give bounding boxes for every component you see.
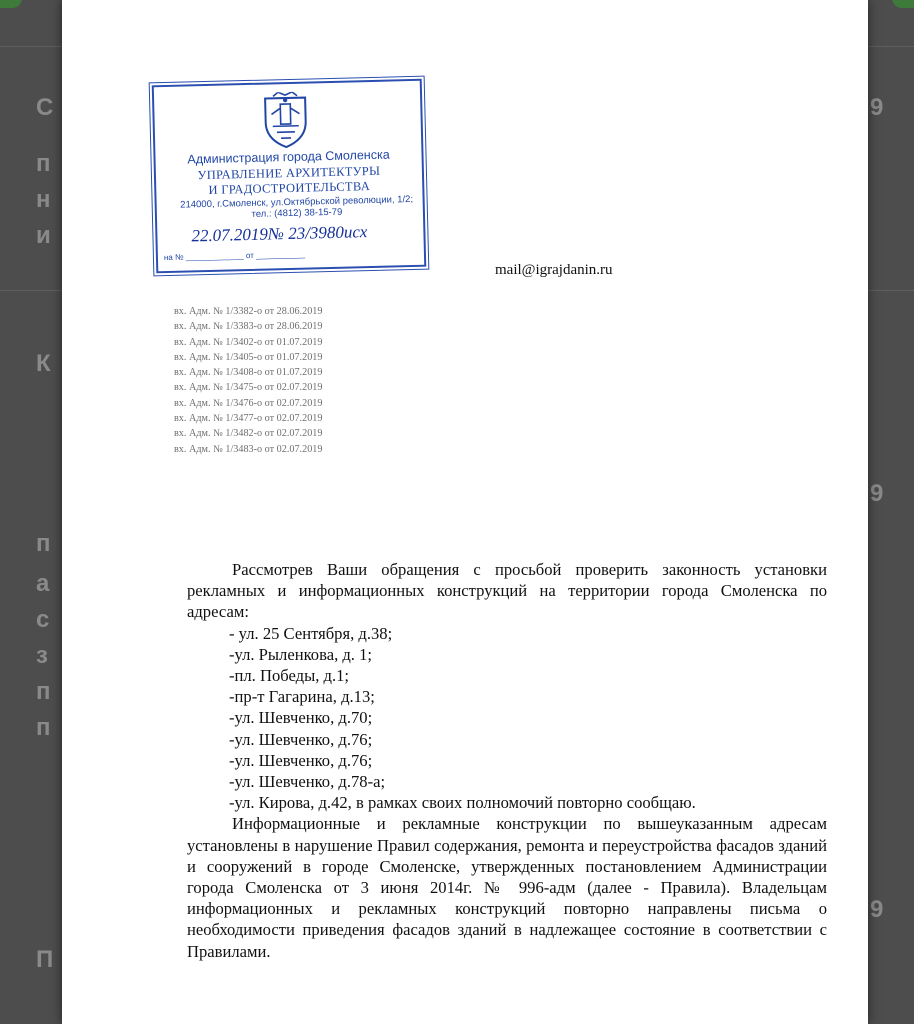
official-stamp [152, 79, 427, 274]
incoming-refs-list [174, 304, 322, 457]
letter-body [187, 559, 827, 962]
background-fragment: 9 [870, 896, 884, 923]
background-fragment: С [36, 94, 54, 121]
address-item: - ул. 25 Сентября, д.38; [229, 623, 393, 643]
address-item: -ул. Кирова, д.42, в рамках своих полномочий повторно сообщаю. [229, 793, 696, 813]
incoming-ref: вх. Адм. № 1/3476-о от 02.07.2019 [174, 397, 323, 409]
background-fragment: с [36, 606, 50, 633]
stamp-dept-line2: И ГРАДОСТРОИТЕЛЬСТВА [208, 179, 371, 197]
coat-of-arms-icon [258, 91, 313, 148]
incoming-ref: вх. Адм. № 1/3483-о от 02.07.2019 [174, 443, 323, 455]
address-item: -пл. Победы, д.1; [229, 666, 350, 686]
stamp-address: 214000, г.Смоленск, ул.Октябрьской революции, 1/2; тел.: (4812) 38-15-79 [180, 193, 414, 220]
incoming-ref: вх. Адм. № 1/3482-о от 02.07.2019 [174, 428, 323, 440]
stamp-reply-line: на № _____________ от ___________ [163, 249, 306, 263]
background-fragment: 9 [870, 94, 884, 121]
background-fragment: п [36, 714, 51, 741]
incoming-ref: вх. Адм. № 1/3402-о от 01.07.2019 [174, 336, 323, 348]
background-fragment: К [36, 350, 51, 377]
background-fragment: П [36, 946, 54, 973]
background-fragment: н [36, 186, 51, 213]
background-fragment: п [36, 678, 51, 705]
background-fragment: и [36, 222, 51, 249]
background-green-pill [0, 0, 22, 8]
stamp-dept-line1: УПРАВЛЕНИЕ АРХИТЕКТУРЫ [197, 163, 381, 183]
stamp-handwritten-number: 22.07.2019№ 23/3980исх [191, 222, 368, 246]
incoming-ref: вх. Адм. № 1/3475-о от 02.07.2019 [174, 382, 323, 394]
address-item: -ул. Шевченко, д.78-а; [229, 772, 386, 792]
incoming-ref: вх. Адм. № 1/3408-о от 01.07.2019 [174, 367, 323, 379]
letter-intro: Рассмотрев Ваши обращения с просьбой проверить законность установки рекламных и информационных конструкций на территории города Смоленска по адресам: [187, 560, 827, 622]
stamp-org: Администрация города Смоленска [187, 147, 390, 167]
recipient-email: mail@igrajdanin.ru [495, 262, 613, 278]
address-item: -ул. Шевченко, д.76; [229, 750, 373, 770]
document-page[interactable] [62, 0, 868, 1024]
background-fragment: з [36, 642, 48, 669]
background-fragment: п [36, 530, 51, 557]
incoming-ref: вх. Адм. № 1/3382-о от 28.06.2019 [174, 306, 323, 317]
background-fragment: п [36, 150, 51, 177]
address-item: -ул. Рыленкова, д. 1; [229, 644, 373, 664]
address-item: -ул. Шевченко, д.76; [229, 729, 373, 749]
address-item: -пр-т Гагарина, д.13; [229, 687, 375, 707]
letter-conclusion: Информационные и рекламные конструкции по вышеуказанным адресам установлены в нарушение Правил содержания, ремонта и переустройства фасадов зданий и сооружений в городе Смоленске, утвержденных постановлением Администрации города Смоленска от 3 июня 2014г. № 996-адм (далее - Правила). Владельцам информационных и рекламных конструкций повторно направлены письма о необходимости приведения фасадов зданий в надлежащее состояние в соответствии с Правилами. [187, 814, 827, 961]
incoming-ref: вх. Адм. № 1/3383-о от 28.06.2019 [174, 321, 323, 333]
incoming-ref: вх. Адм. № 1/3405-о от 01.07.2019 [174, 351, 323, 363]
incoming-ref: вх. Адм. № 1/3477-о от 02.07.2019 [174, 413, 323, 425]
address-list [187, 623, 827, 814]
background-green-pill [892, 0, 914, 8]
background-fragment: а [36, 570, 50, 597]
address-item: -ул. Шевченко, д.70; [229, 708, 373, 728]
background-fragment: 9 [870, 480, 884, 507]
